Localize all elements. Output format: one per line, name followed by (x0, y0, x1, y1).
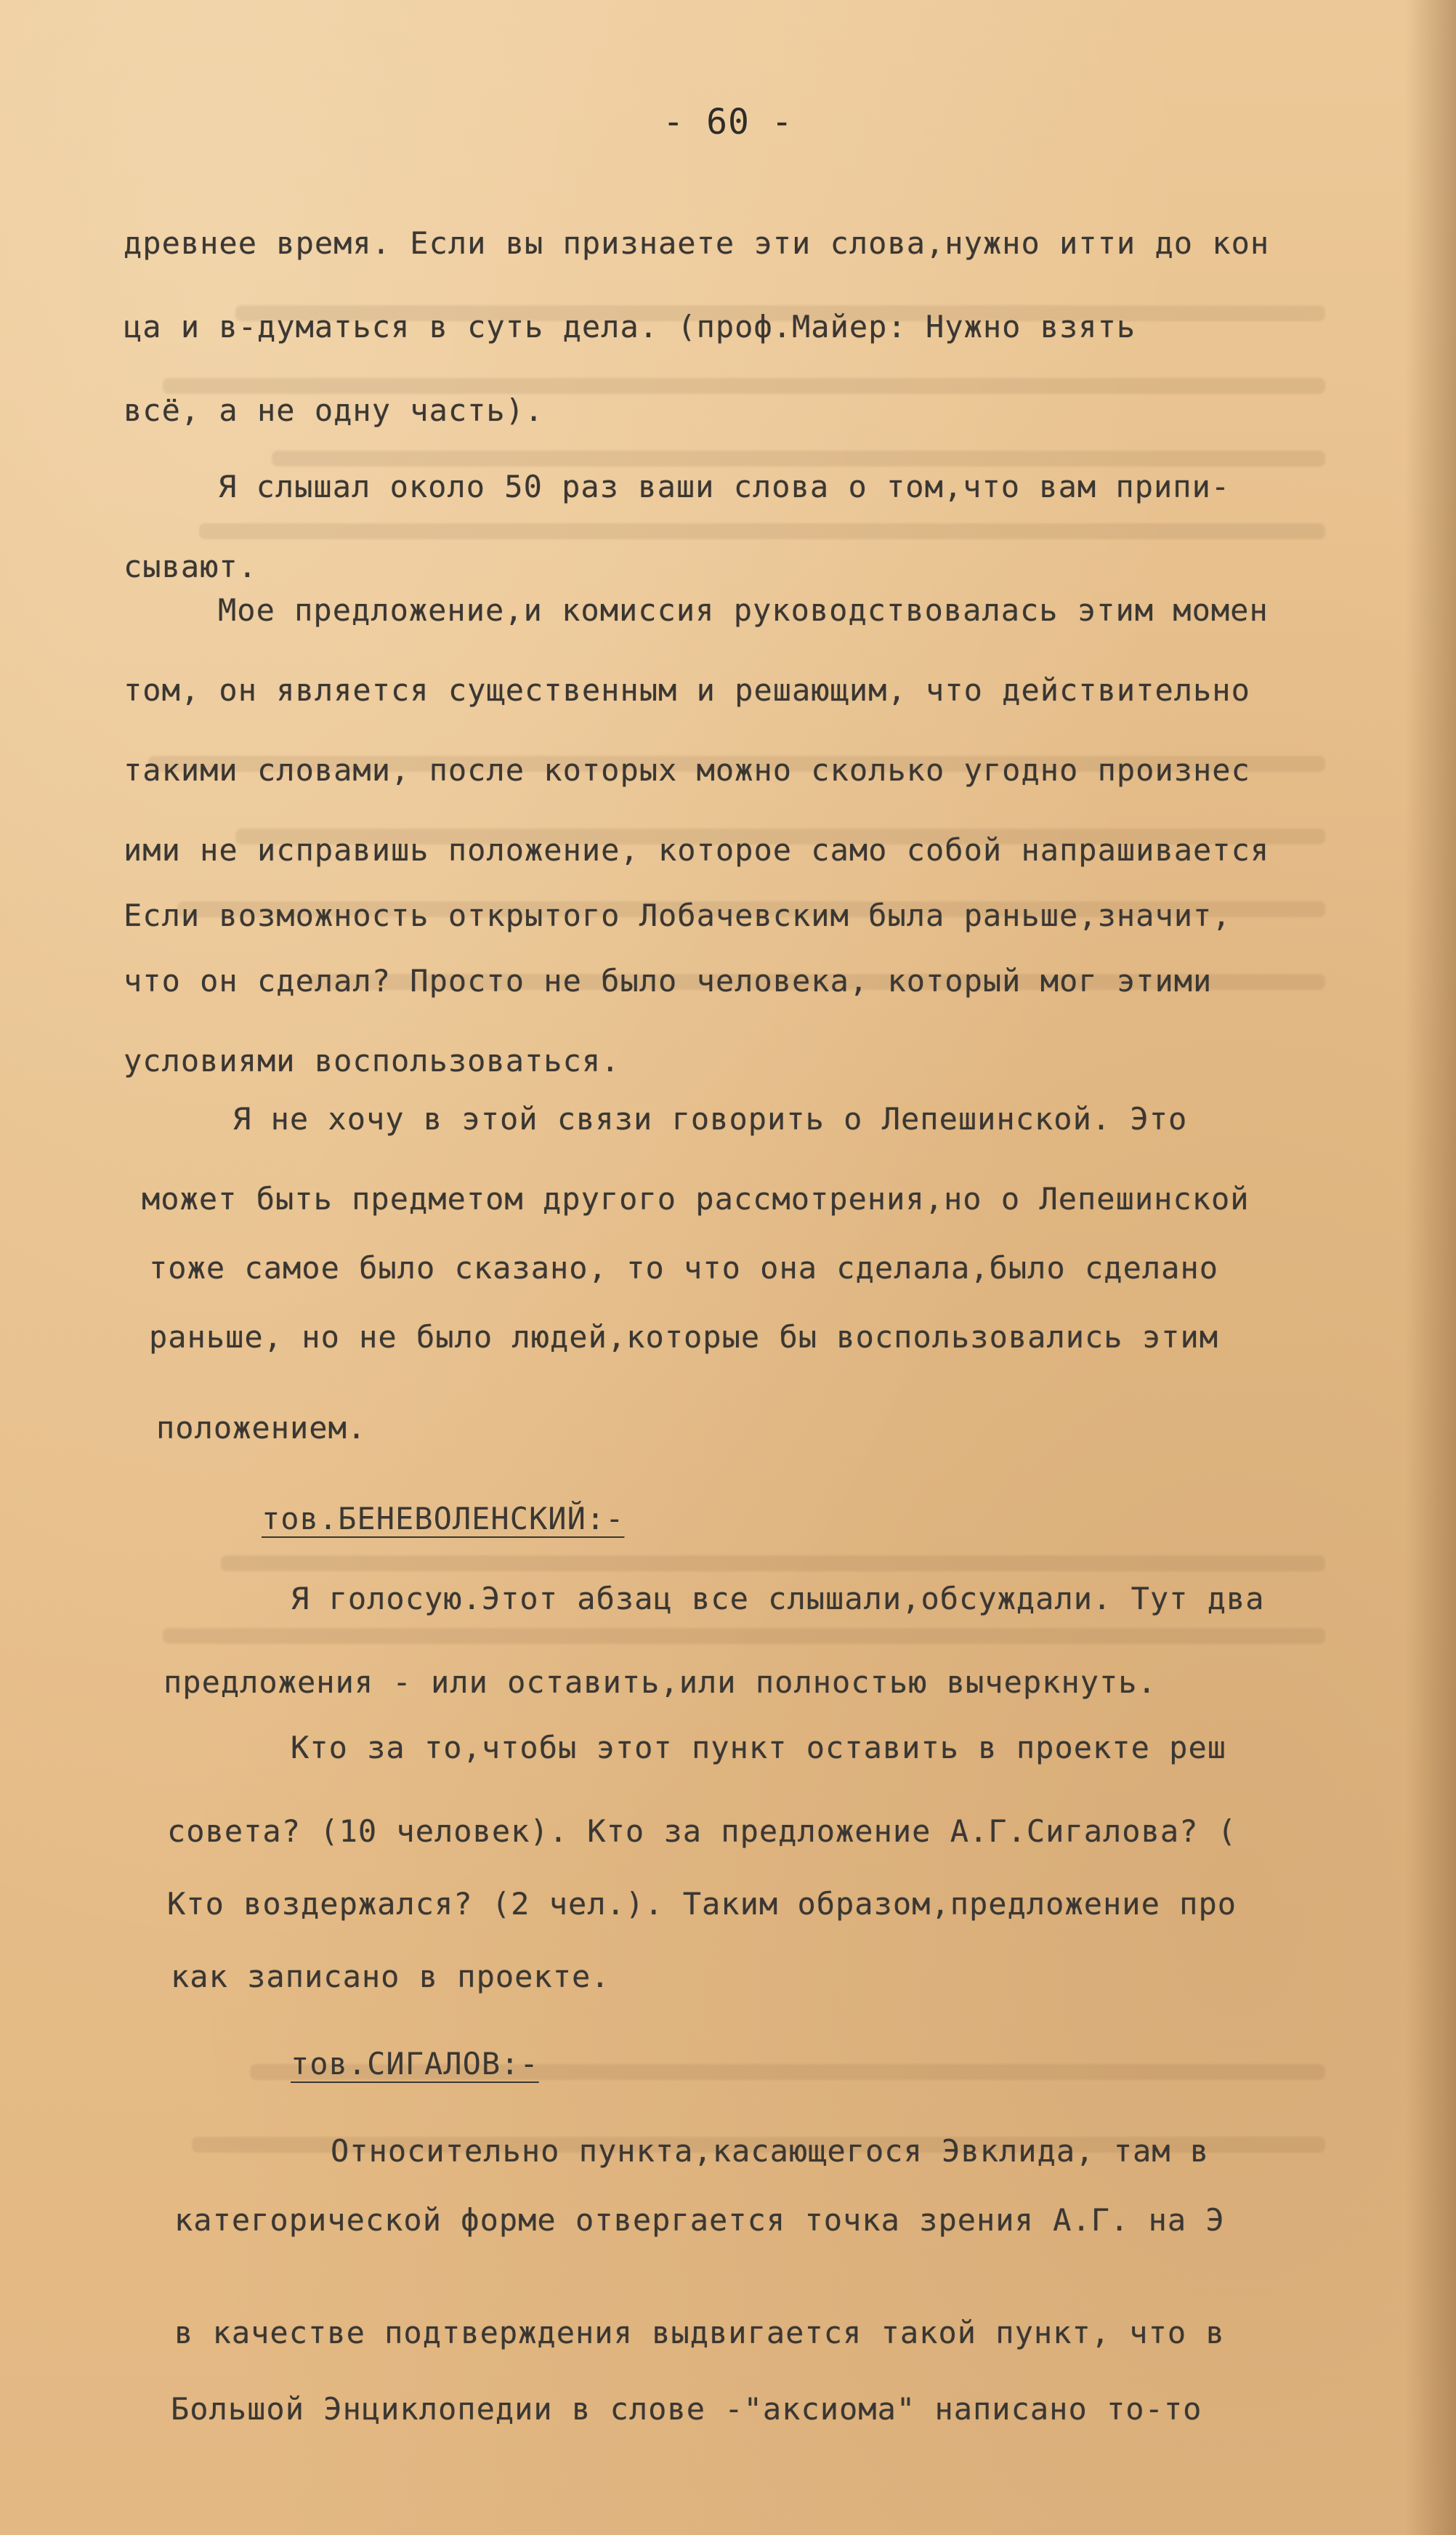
text-line: Я не хочу в этой связи говорить о Лепешинской. Это (232, 1101, 1188, 1137)
text-line: тоже самое было сказано, то что она сделала,было сделано (149, 1250, 1219, 1286)
text-line: может быть предметом другого рассмотрения,но о Лепешинской (142, 1181, 1250, 1217)
text-line: раньше, но не было людей,которые бы воспользовались этим (149, 1319, 1219, 1355)
text-line: предложения - или оставить,или полностью вычеркнуть. (163, 1664, 1157, 1700)
speaker-heading: тов.СИГАЛОВ:- (291, 2046, 539, 2081)
text-line: Я слышал около 50 раз ваши слова о том,что вам припи- (218, 469, 1231, 504)
text-line: условиями воспользоваться. (124, 1043, 620, 1079)
text-line: Я голосую.Этот абзац все слышали,обсуждали. Тут два (291, 1581, 1265, 1616)
text-line: совета? (10 человек). Кто за предложение А.Г.Сигалова? ( (167, 1813, 1237, 1849)
text-line: Относительно пункта,касающегося Эвклида, там в (331, 2133, 1210, 2169)
text-line: такими словами, после которых можно сколько угодно произнес (124, 752, 1250, 788)
text-line: как записано в проекте. (171, 1959, 610, 1994)
text-line: ца и в-думаться в суть дела. (проф.Майер: Нужно взять (124, 309, 1136, 344)
text-line: ими не исправишь положение, которое само собой напрашивается (124, 832, 1270, 868)
page-number: - 60 - (663, 102, 793, 142)
text-line: сывают. (124, 549, 258, 584)
text-line: древнее время. Если вы признаете эти слова,нужно итти до кон (124, 225, 1270, 261)
text-line: том, он является существенным и решающим, что действительно (124, 672, 1250, 708)
text-line: Большой Энциклопедии в слове -"аксиома" написано то-то (171, 2391, 1202, 2427)
text-line: Если возможность открытого Лобачевским была раньше,значит, (124, 898, 1231, 933)
text-line: в качестве подтверждения выдвигается такой пункт, что в (174, 2315, 1225, 2350)
text-line: Кто воздержался? (2 чел.). Таким образом,предложение про (167, 1886, 1237, 1922)
speaker-heading: тов.БЕНЕВОЛЕНСКИЙ:- (262, 1501, 625, 1536)
text-line: Кто за то,чтобы этот пункт оставить в проекте реш (291, 1730, 1227, 1765)
text-line: всё, а не одну часть). (124, 392, 544, 428)
text-line: категорической форме отвергается точка зрения А.Г. на Э (174, 2202, 1225, 2238)
text-line: Мое предложение,и комиссия руководствовалась этим момен (218, 592, 1269, 628)
text-line: что он сделал? Просто не было человека, который мог этими (124, 963, 1213, 999)
text-line: положением. (156, 1410, 367, 1446)
